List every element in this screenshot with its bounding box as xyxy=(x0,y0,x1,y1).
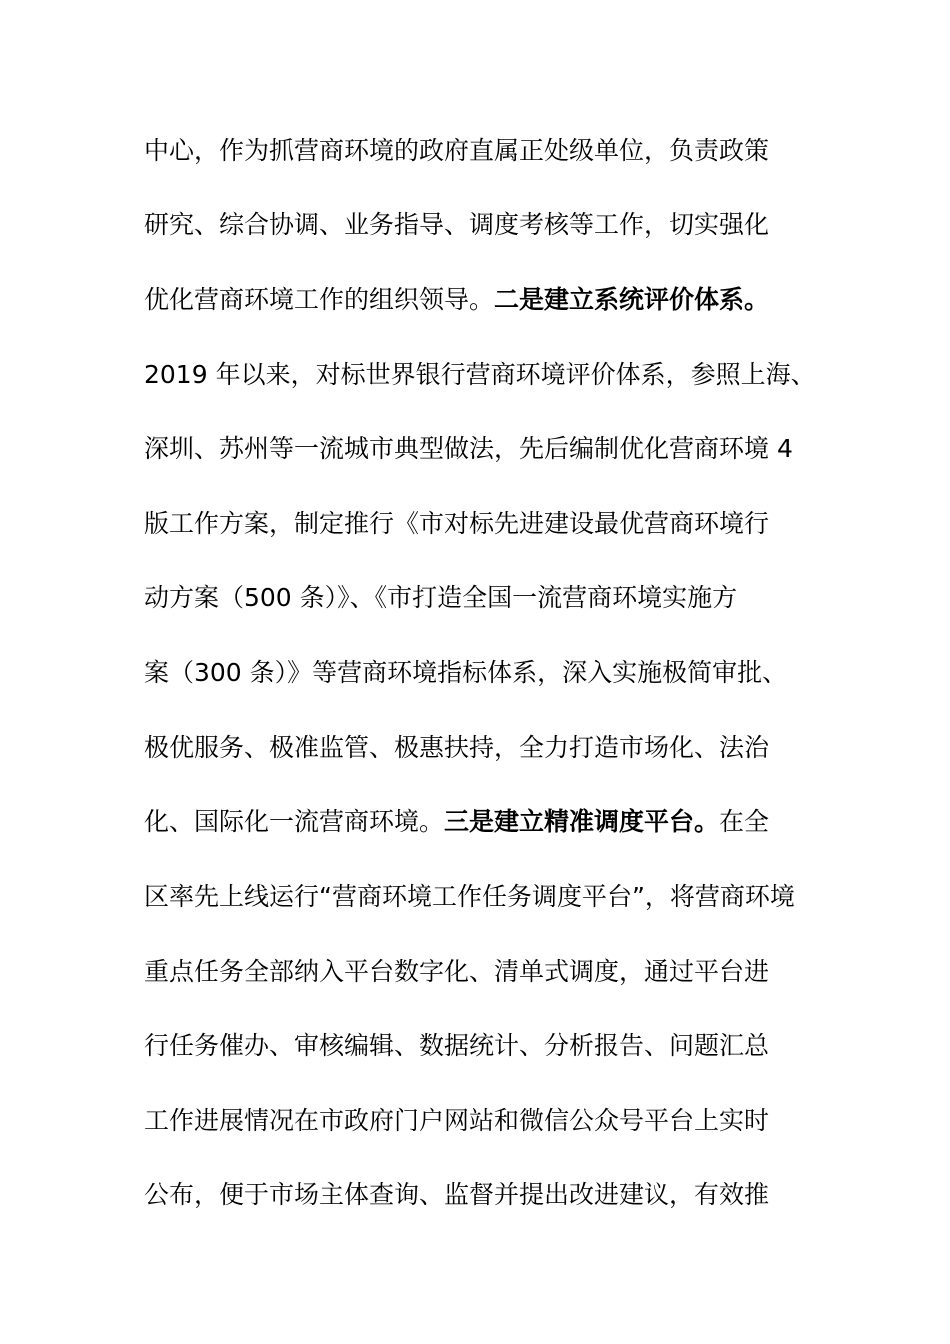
text-run: 研究、综合协调、业务指导、调度考核等工作，切实强化 xyxy=(144,210,770,239)
text-line xyxy=(144,208,769,242)
bold-heading-run: 三是建立精准调度平台。 xyxy=(444,807,720,836)
text-run: 动方案（500 条）》、《市打造全国一流营商环境实施方 xyxy=(144,583,738,612)
text-run: 深圳、苏州等一流城市典型做法，先后编制优化营商环境 4 xyxy=(144,434,793,463)
text-line xyxy=(144,880,795,914)
text-line xyxy=(144,283,769,317)
text-run: 版工作方案，制定推行《市对标先进建设最优营商环境行 xyxy=(144,509,770,538)
text-line xyxy=(144,1029,769,1063)
text-line xyxy=(144,358,816,392)
text-line xyxy=(144,656,787,690)
text-run: 中心，作为抓营商环境的政府直属正处级单位，负责政策 xyxy=(144,136,770,165)
bold-heading-run: 二是建立系统评价体系。 xyxy=(494,285,770,314)
text-run: 工作进展情况在市政府门户网站和微信公众号平台上实时 xyxy=(144,1106,770,1135)
text-run: 案（300 条）》等营商环境指标体系，深入实施极简审批、 xyxy=(144,658,788,687)
text-run: 行任务催办、审核编辑、数据统计、分析报告、问题汇总 xyxy=(144,1031,770,1060)
text-run: 极优服务、极准监管、极惠扶持，全力打造市场化、法治 xyxy=(144,733,770,762)
text-run: 2019 年以来，对标世界银行营商环境评价体系，参照上海、 xyxy=(144,360,816,389)
text-line xyxy=(144,507,769,541)
text-run: 区率先上线运行“营商环境工作任务调度平台”，将营商环境 xyxy=(144,882,795,911)
text-line xyxy=(144,1178,769,1212)
text-line xyxy=(144,955,769,989)
text-run: 优化营商环境工作的组织领导。 xyxy=(144,285,495,314)
text-line xyxy=(144,805,769,839)
text-line xyxy=(144,1104,769,1138)
text-line xyxy=(144,581,737,615)
text-run: 在全 xyxy=(719,807,770,836)
text-line xyxy=(144,731,769,765)
text-line xyxy=(144,432,793,466)
text-run: 化、国际化一流营商环境。 xyxy=(144,807,445,836)
text-run: 重点任务全部纳入平台数字化、清单式调度，通过平台进 xyxy=(144,957,770,986)
text-line xyxy=(144,134,769,168)
text-run: 公布，便于市场主体查询、监督并提出改进建议，有效推 xyxy=(144,1180,770,1209)
